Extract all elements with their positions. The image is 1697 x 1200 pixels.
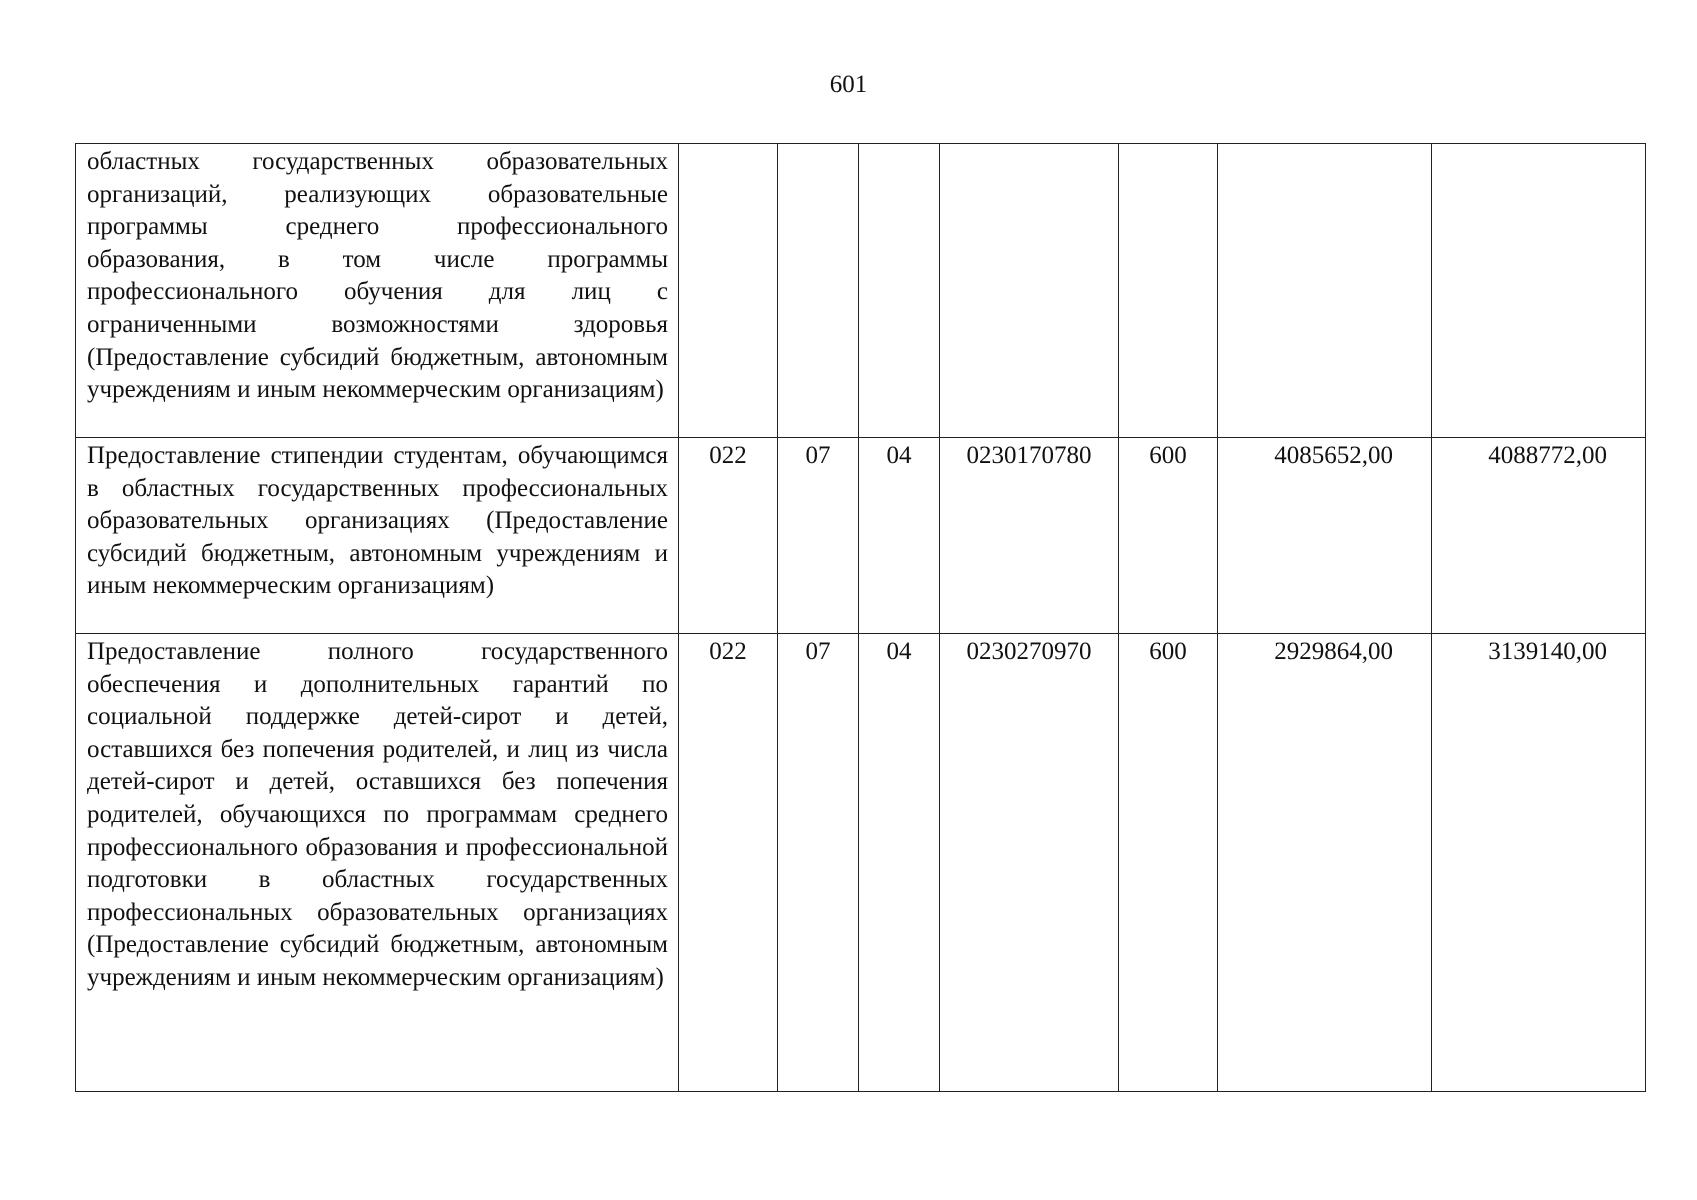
sum-year-1: 2929864,00	[1218, 634, 1432, 1092]
subsection-code: 04	[859, 634, 940, 1092]
expense-type-code: 600	[1119, 438, 1218, 634]
table-row	[76, 144, 1646, 438]
ministry-code: 022	[679, 438, 778, 634]
ministry-code: 022	[679, 634, 778, 1092]
sum-year-2: 4088772,00	[1432, 438, 1646, 634]
target-article-code: 0230270970	[940, 634, 1119, 1092]
table-row	[76, 438, 1646, 634]
sum-year-1	[1218, 144, 1432, 438]
target-article-code: 0230170780	[940, 438, 1119, 634]
sum-year-1: 4085652,00	[1218, 438, 1432, 634]
row-description: областных государственных образовательных организаций, реализующих образовательные программы среднего профессионального образования, в том числе программы профессионального обучения для лиц с ограниченными возможностями здоровья (Предоставление субсидий бюджетным, автономным учреждениям и иным некоммерческим организациям)	[76, 144, 679, 438]
target-article-code	[940, 144, 1119, 438]
section-code: 07	[778, 438, 859, 634]
budget-table	[75, 143, 1646, 1092]
ministry-code	[679, 144, 778, 438]
sum-year-2: 3139140,00	[1432, 634, 1646, 1092]
section-code	[778, 144, 859, 438]
section-code: 07	[778, 634, 859, 1092]
expense-type-code	[1119, 144, 1218, 438]
row-description: Предоставление полного государственного обеспечения и дополнительных гарантий по социальной поддержке детей-сирот и детей, оставшихся без попечения родителей, и лиц из числа детей-сирот и детей, оставшихся без попечения родителей, обучающихся по программам среднего профессионального образования и профессиональной подготовки в областных государственных профессиональных образовательных организациях (Предоставление субсидий бюджетным, автономным учреждениям и иным некоммерческим организациям)	[76, 634, 679, 1092]
subsection-code	[859, 144, 940, 438]
page-number: 601	[829, 71, 868, 98]
subsection-code: 04	[859, 438, 940, 634]
row-description: Предоставление стипендии студентам, обучающимся в областных государственных профессиональных образовательных организациях (Предоставление субсидий бюджетным, автономным учреждениям и иным некоммерческим организациям)	[76, 438, 679, 634]
expense-type-code: 600	[1119, 634, 1218, 1092]
sum-year-2	[1432, 144, 1646, 438]
table-row	[76, 634, 1646, 1092]
